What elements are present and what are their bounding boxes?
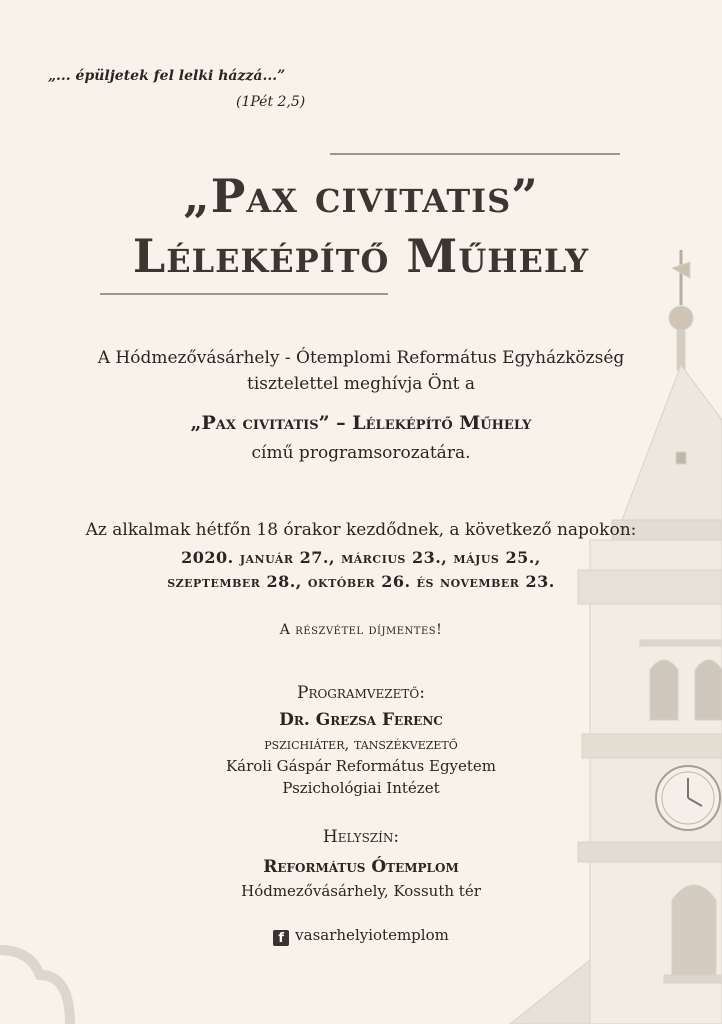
top-rule: [330, 153, 620, 155]
leader-name: Dr. Grezsa Ferenc: [279, 710, 443, 730]
schedule-intro: Az alkalmak hétfőn 18 órakor kezdődnek, a következő napokon:: [85, 520, 637, 540]
title-line-1: „Pax civitatis”: [183, 169, 539, 223]
facebook-handle[interactable]: vasarhelyiotemplom: [295, 926, 449, 944]
bottom-rule: [100, 293, 388, 295]
facebook-link[interactable]: [0, 926, 722, 946]
leader-heading: Programvezető:: [297, 683, 425, 703]
epigraph-reference: (1Pét 2,5): [236, 94, 306, 110]
leader-role: pszichiáter, tanszékvezető: [264, 735, 458, 753]
invitation-line-2: tisztelettel meghívja Önt a: [246, 374, 476, 394]
leader-org-1: Károli Gáspár Református Egyetem: [225, 757, 497, 775]
invitation-line-3: című programsorozatára.: [251, 443, 471, 463]
program-name: „Pax civitatis” – Léleképítő Műhely: [190, 412, 532, 434]
free-entry-notice: A részvétel díjmentes!: [279, 622, 443, 638]
venue-address: Hódmezővásárhely, Kossuth tér: [241, 882, 481, 900]
corner-ornament: [0, 950, 70, 1024]
facebook-icon: f: [273, 930, 289, 946]
venue-heading: Helyszín:: [322, 827, 400, 847]
schedule-dates-2: szeptember 28., október 26. és november 23.: [167, 572, 555, 591]
invitation-line-1: A Hódmezővásárhely - Ótemplomi Református Egyházközség: [97, 348, 625, 368]
title-line-2: Léleképítő Műhely: [132, 229, 590, 283]
epigraph-quote: „... épüljetek fel lelki házzá...”: [48, 68, 286, 84]
leader-org-2: Pszichológiai Intézet: [282, 779, 440, 797]
venue-name: Református Ótemplom: [263, 857, 459, 877]
schedule-dates-1: 2020. január 27., március 23., május 25.,: [181, 548, 541, 567]
